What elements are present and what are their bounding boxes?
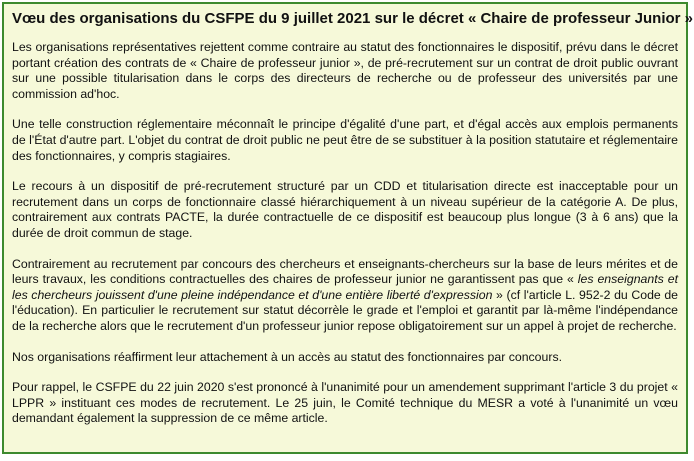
paragraph-reminder: Pour rappel, le CSFPE du 22 juin 2020 s'est prononcé à l'unanimité pour un amendement supprimant l'article 3 du projet « LPPR » instituant ces modes de recrutement. Le 25 juin, le Comité technique du MESR a voté à l'unanimité un vœu demandant également la suppression de ce même article. [12,380,678,426]
paragraph-rejection: Les organisations représentatives rejettent comme contraire au statut des fonctionnaires le dispositif, prévu dans le décret portant création des contrats de « Chaire de professeur junior », de pré-recrutement sur un contrat de droit public ouvrant sur une possible titularisation dans le corps des directeurs de recherche ou de professeur des universités par une commission ad'hoc. [12,40,678,101]
paragraph-independence-before: Contrairement au recrutement par concours des chercheurs et enseignants-chercheurs sur la base de leurs mérites et de leurs travaux, les conditions contractuelles des chaires de professeur junior ne garantissent pas que « [12,256,678,287]
document-title: Vœu des organisations du CSFPE du 9 juillet 2021 sur le décret « Chaire de professeur Junior » [12,10,694,27]
paragraph-equality: Une telle construction réglementaire méconnaît le principe d'égalité d'une part, et d'égal accès aux emplois permanents de l'État d'autre part. L'objet du contrat de droit public ne peut être de se substituer à la position statutaire et réglementaire des fonctionnaires, y compris stagiaires. [12,117,678,163]
statement-box [2,2,694,454]
paragraph-independence [12,257,678,335]
paragraph-pre-recruitment: Le recours à un dispositif de pré-recrutement structuré par un CDD et titularisation directe est inacceptable pour un recrutement dans un corps de fonctionnaire classé hiérarchiquement à un niveau supérieur de la catégorie A. De plus, contrairement aux contrats PACTE, la durée contractuelle de ce dispositif est beaucoup plus longue (3 à 6 ans) que la durée de droit commun de stage. [12,179,678,240]
paragraph-reaffirmation: Nos organisations réaffirment leur attachement à un accès au statut des fonctionnaires par concours. [12,349,563,364]
paragraph-independence-after: » (cf l'article L. 952-2 du Code de l'éducation). En particulier le recrutement sur statut décorrèle le grade et l'emploi et garantit par là-même l'indépendance de la recherche alors que le recrutement d'un professeur junior repose obligatoirement sur un appel à projet de recherche. [12,287,679,333]
quoted-law-excerpt: les enseignants et les chercheurs jouissent d'une pleine indépendance et d'une entière liberté d'expression [12,272,678,302]
